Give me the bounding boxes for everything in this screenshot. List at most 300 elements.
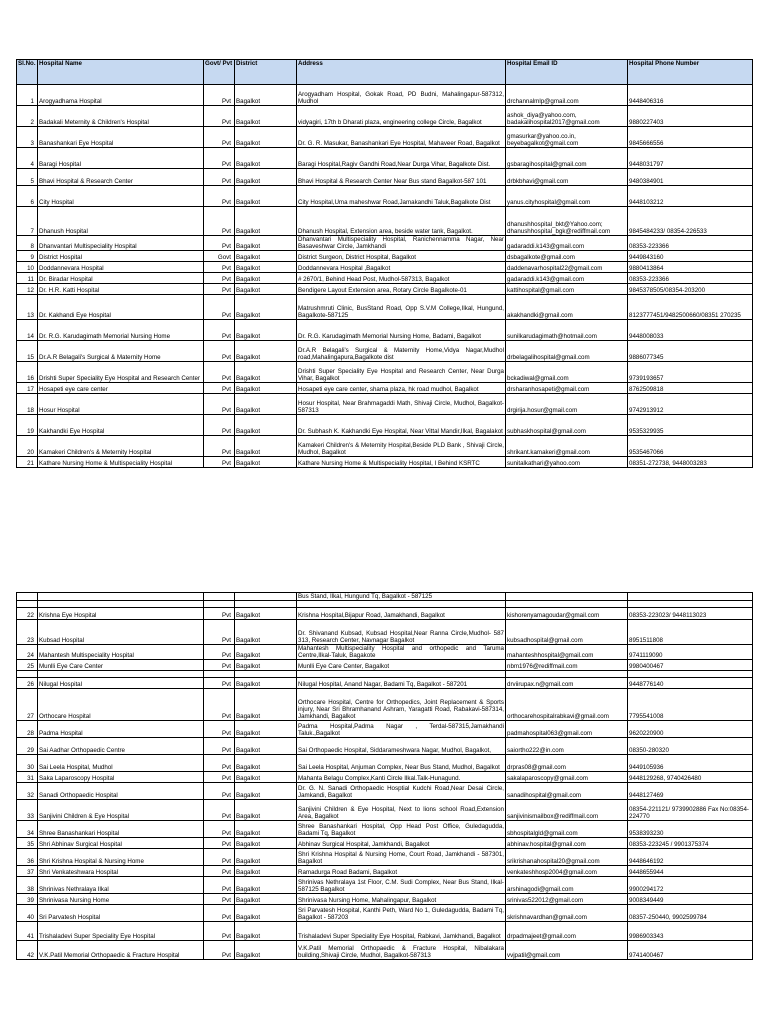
table-row: [17, 905, 753, 922]
cell-phone: 9880413864: [628, 262, 753, 273]
table-page-1: [16, 59, 752, 468]
cell-district: Bagalkot: [235, 394, 297, 415]
cell-email: sunilkarudagimath@hotmail.com: [506, 320, 628, 341]
cell-phone: 9448646192: [628, 849, 753, 866]
cell-hospital-name: Dr. Kakhandi Eye Hospital: [38, 295, 204, 320]
cell-hospital-name: Badakali Meternity & Children's Hospital: [38, 106, 204, 127]
cell-email: sunitalkathari@yahoo.com: [506, 457, 628, 468]
cell-email: mahanteshhospital@gmail.com: [506, 645, 628, 660]
cell-govt-pvt: Pvt: [204, 608, 235, 620]
cell-email: padmahospital063@gmail.com: [506, 721, 628, 738]
header-address: Address: [297, 60, 506, 85]
cell-slno: 42: [17, 941, 38, 960]
cell-govt-pvt: Pvt: [204, 783, 235, 800]
cell-email: vvjpatil@gmail.com: [506, 941, 628, 960]
cell-district: Bagalkot: [235, 186, 297, 207]
header-govt-pvt: Govt/ Pvt: [204, 60, 235, 85]
cell-phone: 9535467066: [628, 436, 753, 457]
table-row: [17, 284, 753, 295]
cell-slno: 6: [17, 186, 38, 207]
table-page-2: [16, 592, 752, 960]
cell-district: Bagalkot: [235, 284, 297, 295]
cell-address: Trishaladevi Super Speciality Eye Hospital, Rabkavi, Jamkhandi, Bagalkot: [297, 922, 506, 941]
cell-district: Bagalkot: [235, 821, 297, 838]
cell-email: venkateshhosp2004@gmail.com: [506, 866, 628, 877]
table-row: [17, 106, 753, 127]
cell-hospital-name: Kamakeri Children's & Meternity Hospital: [38, 436, 204, 457]
cell-district: Bagalkot: [235, 738, 297, 755]
cell-district: Bagalkot: [235, 620, 297, 645]
cell-district: Bagalkot: [235, 85, 297, 106]
cell-email: sanjivinismailbox@rediffmail.com: [506, 800, 628, 821]
cell-slno: 9: [17, 251, 38, 262]
cell-email: skrishnavardhan@gmail.com: [506, 905, 628, 922]
cell-slno: 11: [17, 273, 38, 284]
table-body-1: [17, 85, 753, 468]
cell-phone: 08353-223366: [628, 273, 753, 284]
cell-address: Hosapeti eye care center, shama plaza, hk road mudhol, Bagalkot: [297, 383, 506, 394]
cell-hospital-name: Doddannevara Hospital: [38, 262, 204, 273]
cell-district: Bagalkot: [235, 383, 297, 394]
cell-govt-pvt: Pvt: [204, 436, 235, 457]
cell-hospital-name: Orthocare Hospital: [38, 689, 204, 721]
cell-govt-pvt: Pvt: [204, 877, 235, 894]
cell-hospital-name: Dhanush Hospital: [38, 207, 204, 236]
cell-slno: 30: [17, 755, 38, 772]
cell-district: Bagalkot: [235, 866, 297, 877]
cell-slno: 38: [17, 877, 38, 894]
header-hospital-name: Hospital Name: [38, 60, 204, 85]
cell-govt-pvt: Pvt: [204, 800, 235, 821]
cell-address: Dr.A.R Belagali's Surgical & Maternity Home,Vidya Nagar,Mudhol road,Mahalingapura,Bagalkote dist: [297, 341, 506, 362]
cell-govt-pvt: Pvt: [204, 362, 235, 383]
cell-phone: 9986903343: [628, 922, 753, 941]
cell-email: akakhandki@gmail.com: [506, 295, 628, 320]
cell-slno: 10: [17, 262, 38, 273]
cell-slno: 39: [17, 894, 38, 905]
cell-email: yanus.cityhospital@gmail.com: [506, 186, 628, 207]
cell-email: arshinagodi@gmail.com: [506, 877, 628, 894]
cell-hospital-name: City Hospital: [38, 186, 204, 207]
cell-address: Dr. Shivanand Kubsad, Kubsad Hospital,Near Ranna Circle,Mudhol- 587 313, Research Center, Navnagar Bagalkot: [297, 620, 506, 645]
table-row: [17, 620, 753, 645]
table-row: [17, 251, 753, 262]
cell-hospital-name: Saka Laparoscopy Hospital: [38, 772, 204, 783]
cell-govt-pvt: Pvt: [204, 894, 235, 905]
cell-phone: 08351-272738, 9448003283: [628, 457, 753, 468]
cell-hospital-name: Sanjivini Children & Eye Hospital: [38, 800, 204, 821]
cell-district: Bagalkot: [235, 645, 297, 660]
continued-row: [17, 593, 753, 601]
cell-email: ashok_diya@yahoo.com, badakalihospital2017@gmail.com: [506, 106, 628, 127]
cell-slno: 23: [17, 620, 38, 645]
cell-slno: 26: [17, 678, 38, 689]
cell-address: Shrinivasa Nursing Home, Mahalingapur, Bagalkot: [297, 894, 506, 905]
cell-hospital-name: Sai Aadhar Orthopaedic Centre: [38, 738, 204, 755]
cell-email: drsharanhosapeti@gmail.com: [506, 383, 628, 394]
cell-district: Bagalkot: [235, 169, 297, 186]
cell-email: drpras08@gmail.com: [506, 755, 628, 772]
cell-phone: 9900294172: [628, 877, 753, 894]
table-row: [17, 608, 753, 620]
table-row: [17, 320, 753, 341]
cell-address: Abhinav Surgical Hospital, Jamkhandi, Bagalkot: [297, 838, 506, 849]
cell-hospital-name: Shri Krishna Hospital & Nursing Home: [38, 849, 204, 866]
cell-slno: 13: [17, 295, 38, 320]
cell-address: Dr. G. R. Masukar, Banashankari Eye Hospital, Mahaveer Road, Bagalkot: [297, 127, 506, 148]
cell-address: Dhanush Hospital, Extension area, beside water tank, Bagalkot.: [297, 207, 506, 236]
table-row: [17, 127, 753, 148]
cell-slno: 28: [17, 721, 38, 738]
cell-district: Bagalkot: [235, 838, 297, 849]
cell-phone: 9480384901: [628, 169, 753, 186]
header-phone: Hospital Phone Number: [628, 60, 753, 85]
cell-phone: 9535329935: [628, 415, 753, 436]
cell-hospital-name: Padma Hospital: [38, 721, 204, 738]
cell-address: Krishna Hospital,Bijapur Road, Jamakhandi, Bagalkot: [297, 608, 506, 620]
cell-phone: 9980400467: [628, 660, 753, 671]
cell-address: Kamakeri Children's & Meternity Hospital,Beside PLD Bank , Shivaji Circle, Mudhol, Bagalkot: [297, 436, 506, 457]
table-row: [17, 838, 753, 849]
cell-district: Bagalkot: [235, 877, 297, 894]
cell-phone: 9538393230: [628, 821, 753, 838]
cell-hospital-name: District Hospital: [38, 251, 204, 262]
cell-slno: 1: [17, 85, 38, 106]
cell-hospital-name: Arogyadhama Hospital: [38, 85, 204, 106]
cell-phone: 9886077345: [628, 341, 753, 362]
cell-email: sanadihospital@gmail.com: [506, 783, 628, 800]
cell-govt-pvt: Pvt: [204, 284, 235, 295]
cell-district: Bagalkot: [235, 341, 297, 362]
cell-district: Bagalkot: [235, 800, 297, 821]
cell-phone: 08350-280320: [628, 738, 753, 755]
cell-govt-pvt: Pvt: [204, 127, 235, 148]
cell-district: Bagalkot: [235, 127, 297, 148]
cell-email: drgirija.hosur@gmail.com: [506, 394, 628, 415]
cell-district: Bagalkot: [235, 689, 297, 721]
cell-address: Dr. G. N. Sanadi Orthopaedic Hosptial Kudchi Road,Near Desai Circle, Jamkandi, Bagalkot: [297, 783, 506, 800]
cell-email: kubsadhospital@gmail.com: [506, 620, 628, 645]
cell-district: Bagalkot: [235, 783, 297, 800]
cell-address: Arogyadham Hospital, Gokak Road, PD Budni, Mahalingapur-587312, Mudhol: [297, 85, 506, 106]
table-row: [17, 894, 753, 905]
cell-hospital-name: Shree Banashankari Hospital: [38, 821, 204, 838]
cell-address: District Surgeon, District Hospital, Bagalkot: [297, 251, 506, 262]
cell-address: Munlli Eye Care Center, Bagalkot: [297, 660, 506, 671]
cell-address: Hosur Hospital, Near Brahmagaddi Math, Shivaji Circle, Mudhol, Bagalkot-587313: [297, 394, 506, 415]
header-slno: Sl.No.: [17, 60, 38, 85]
cell-district: Bagalkot: [235, 772, 297, 783]
cell-govt-pvt: Pvt: [204, 457, 235, 468]
table-row: [17, 922, 753, 941]
cell-email: bckadiwal@gmail.com: [506, 362, 628, 383]
cell-address: Dhanvantari Multispeciality Hospital, Ranichennamma Nagar, Near Basaveshwar Circle, Jamkhandi: [298, 236, 504, 250]
cell-email: gsbaragihospital@gmail.com: [506, 148, 628, 169]
continued-address: Bus Stand, Ilkal, Hungund Tq, Bagalkot - 587125: [297, 593, 506, 601]
cell-district: Bagalkot: [235, 849, 297, 866]
spacer-row: [17, 601, 753, 608]
cell-hospital-name: Kakhandki Eye Hospital: [38, 415, 204, 436]
cell-hospital-name: Sanadi Orthopaedic Hospital: [38, 783, 204, 800]
table-row: [17, 383, 753, 394]
cell-email: dsbagalkote@gmail.com: [506, 251, 628, 262]
cell-email: drchannalmlp@gmail.com: [506, 85, 628, 106]
cell-hospital-name: Dr. Biradar Hospital: [38, 273, 204, 284]
table-row: [17, 148, 753, 169]
cell-govt-pvt: Pvt: [204, 85, 235, 106]
table-body-2: [17, 593, 753, 960]
cell-govt-pvt: Pvt: [204, 660, 235, 671]
cell-slno: 18: [17, 394, 38, 415]
cell-hospital-name: Nilugal Hospital: [38, 678, 204, 689]
table-row: [17, 877, 753, 894]
cell-phone: 9620220900: [628, 721, 753, 738]
cell-slno: 34: [17, 821, 38, 838]
cell-address: vidyagiri, 17th b Dharati plaza, engineering college Circle, Bagalkot: [297, 106, 506, 127]
cell-hospital-name: Hosapeti eye care center: [38, 383, 204, 394]
cell-hospital-name: Kubsad Hospital: [38, 620, 204, 645]
table-row: [17, 273, 753, 284]
cell-phone: 9448129268, 9740426480: [628, 772, 753, 783]
cell-hospital-name: Kathare Nursing Home & Multispeciality Hospital: [38, 457, 204, 468]
cell-slno: 35: [17, 838, 38, 849]
cell-hospital-name: Mahantesh Multispeciality Hospital: [38, 645, 204, 660]
cell-email: drpadmajeet@gmail.com: [506, 922, 628, 941]
cell-address: Baragi Hospital,Ragiv Gandhi Road,Near Durga Vihar, Bagalkote Dist.: [297, 148, 506, 169]
table-row: [17, 236, 753, 251]
cell-slno: 41: [17, 922, 38, 941]
cell-address: Sanjivini Children & Eye Hospital, Next to lions school Road,Extension Area, Bagalkot: [297, 800, 506, 821]
cell-address: # 2670/1, Behind Head Post, Mudhol-587313, Bagalkot: [297, 273, 506, 284]
cell-phone: 9449843160: [628, 251, 753, 262]
cell-email: nbm1976@rediffmail.com: [506, 660, 628, 671]
cell-slno: 2: [17, 106, 38, 127]
cell-address: Orthocare Hospital, Centre for Orthopedics, Joint Replacement & Sports injury, Near Sri Bhramhanand Ashram, Yaragatti Road, Rabakavi-587314, Jamkhandi, Bagalkot: [297, 689, 506, 721]
cell-slno: 32: [17, 783, 38, 800]
cell-district: Bagalkot: [235, 251, 297, 262]
table-row: [17, 866, 753, 877]
cell-govt-pvt: Pvt: [204, 320, 235, 341]
cell-govt-pvt: Pvt: [204, 207, 235, 236]
cell-address: Shree Banashankari Hospital, Opp Head Post Office, Guledagudda, Badami Tq, Bagalkot: [297, 821, 506, 838]
cell-district: Bagalkot: [235, 273, 297, 284]
cell-address: Matrushmruti Clinic, BusStand Road, Opp S.V.M College,Ilkal, Hungund, Bagalkote-587125: [297, 295, 506, 320]
cell-address: Padma Hospital,Padma Nagar , Terdal-587315,Jamakhandi Taluk.,Bagalkot: [297, 721, 506, 738]
cell-govt-pvt: Pvt: [204, 821, 235, 838]
cell-address: Mahanta Belagu Complex,Kanti Circle Ilkal.Talk-Hunagund.: [297, 772, 506, 783]
table-row: [17, 186, 753, 207]
cell-govt-pvt: Pvt: [204, 148, 235, 169]
cell-district: Bagalkot: [235, 362, 297, 383]
table-row: [17, 207, 753, 236]
cell-email: daddenavarhospital22@gmail.com: [506, 262, 628, 273]
cell-email: saiortho222@in.com: [506, 738, 628, 755]
cell-district: Bagalkot: [235, 436, 297, 457]
spacer-row: [17, 671, 753, 678]
cell-district: Bagalkot: [235, 320, 297, 341]
cell-district: Bagalkot: [235, 721, 297, 738]
cell-govt-pvt: Govt: [204, 251, 235, 262]
cell-govt-pvt: Pvt: [204, 295, 235, 320]
table-row: [17, 341, 753, 362]
cell-district: Bagalkot: [235, 922, 297, 941]
cell-phone: 9448008033: [628, 320, 753, 341]
cell-email: gadaraddi.k143@gmail.com: [506, 273, 628, 284]
cell-email: srinivas522012@gmail.com: [506, 894, 628, 905]
cell-phone: 08353-223245 / 9901375374: [628, 838, 753, 849]
cell-phone: 9845484233/ 08354-226533: [628, 207, 753, 236]
cell-slno: 25: [17, 660, 38, 671]
cell-slno: 22: [17, 608, 38, 620]
table-row: [17, 394, 753, 415]
cell-phone: 9448031797: [628, 148, 753, 169]
cell-phone: 9448103212: [628, 186, 753, 207]
cell-slno: 7: [17, 207, 38, 236]
cell-govt-pvt: Pvt: [204, 738, 235, 755]
cell-district: Bagalkot: [235, 148, 297, 169]
cell-slno: 31: [17, 772, 38, 783]
table-row: [17, 457, 753, 468]
cell-slno: 29: [17, 738, 38, 755]
cell-hospital-name: Dhanvantari Multispeciality Hospital: [38, 236, 204, 251]
cell-email: sbhospitalgld@gmail.com: [506, 821, 628, 838]
cell-address: City Hospital,Uma maheshwar Road,Jamakandhi Taluk,Bagalkote Dist: [297, 186, 506, 207]
cell-email: gmasurkar@yahoo.co.in, beyebagalkot@gmail.com: [506, 127, 628, 148]
cell-address: V.K.Patil Memorial Orthopaedic & Fracture Hospital, Nibalakara building,Shivaji Circle, Mudhol, Bagalkot-587313: [297, 941, 506, 960]
cell-phone: 8951511808: [628, 620, 753, 645]
cell-hospital-name: Dr.A.R Belagali's Surgical & Maternity Home: [38, 341, 204, 362]
cell-district: Bagalkot: [235, 457, 297, 468]
cell-phone: 9448406316: [628, 85, 753, 106]
cell-phone: 9739193657: [628, 362, 753, 383]
table-row: [17, 783, 753, 800]
cell-govt-pvt: Pvt: [204, 341, 235, 362]
cell-email: orthocarehospitalrabkavi@gmail.com: [506, 689, 628, 721]
cell-hospital-name: Munlli Eye Care Center: [38, 660, 204, 671]
cell-phone: 9448127469: [628, 783, 753, 800]
table-row: [17, 755, 753, 772]
cell-slno: 27: [17, 689, 38, 721]
cell-govt-pvt: Pvt: [204, 849, 235, 866]
header-email: Hospital Email ID: [506, 60, 628, 85]
cell-district: Bagalkot: [235, 941, 297, 960]
cell-email: dhanushhospital_bkt@Yahoo.com; dhanushhospital_bgk@rediffmail.com: [506, 207, 628, 236]
cell-phone: 08354-221121/ 9739902886 Fax No:08354-224770: [628, 800, 753, 821]
table-row: [17, 678, 753, 689]
cell-email: sakalaparoscopy@gmail.com: [506, 772, 628, 783]
cell-hospital-name: Shri Abhinav Surgical Hospital: [38, 838, 204, 849]
cell-email: drviirupax.n@gmail.com: [506, 678, 628, 689]
cell-district: Bagalkot: [235, 678, 297, 689]
cell-address: Sai Orthopaedic Hospital, Siddarameshwara Nagar, Mudhol, Bagalkot,: [297, 738, 506, 755]
cell-phone: 9742913912: [628, 394, 753, 415]
cell-govt-pvt: Pvt: [204, 415, 235, 436]
cell-phone: 08353-223366: [628, 236, 753, 251]
cell-slno: 37: [17, 866, 38, 877]
cell-slno: 40: [17, 905, 38, 922]
cell-govt-pvt: Pvt: [204, 236, 235, 251]
cell-hospital-name: Dr. H.R. Katti Hospital: [38, 284, 204, 295]
cell-district: Bagalkot: [235, 905, 297, 922]
cell-govt-pvt: Pvt: [204, 772, 235, 783]
cell-address: Bendigere Layout Extension area, Rotary Circle Bagalkote-01: [297, 284, 506, 295]
table-row: [17, 738, 753, 755]
cell-email: kattihospital@gmail.com: [506, 284, 628, 295]
cell-govt-pvt: Pvt: [204, 689, 235, 721]
cell-address: Bhavi Hospital & Research Center Near Bus stand Bagalkot-587 101: [297, 169, 506, 186]
table-row: [17, 849, 753, 866]
hospital-table-1: [16, 59, 753, 468]
cell-slno: 20: [17, 436, 38, 457]
cell-email: shrikant.kamakeri@gmail.com: [506, 436, 628, 457]
cell-district: Bagalkot: [235, 415, 297, 436]
cell-hospital-name: Bhavi Hospital & Research Center: [38, 169, 204, 186]
cell-phone: 9845666556: [628, 127, 753, 148]
cell-slno: 5: [17, 169, 38, 186]
table-row: [17, 295, 753, 320]
table-row: [17, 415, 753, 436]
cell-phone: 9880227403: [628, 106, 753, 127]
cell-slno: 14: [17, 320, 38, 341]
cell-address: Ramadurga Road Badami, Bagalkot: [297, 866, 506, 877]
table-row: [17, 169, 753, 186]
table-row: [17, 721, 753, 738]
table-row: [17, 436, 753, 457]
cell-district: Bagalkot: [235, 262, 297, 273]
cell-slno: 16: [17, 362, 38, 383]
cell-district: Bagalkot: [235, 236, 297, 251]
table-row: [17, 262, 753, 273]
cell-slno: 19: [17, 415, 38, 436]
cell-email: drbelagalihospital@gmail.com: [506, 341, 628, 362]
cell-govt-pvt: Pvt: [204, 394, 235, 415]
cell-phone: 08353-223023/ 9448113023: [628, 608, 753, 620]
cell-district: Bagalkot: [235, 755, 297, 772]
cell-slno: 12: [17, 284, 38, 295]
table-row: [17, 941, 753, 960]
cell-govt-pvt: Pvt: [204, 941, 235, 960]
cell-slno: 33: [17, 800, 38, 821]
table-row: [17, 772, 753, 783]
cell-district: Bagalkot: [235, 106, 297, 127]
cell-govt-pvt: Pvt: [204, 721, 235, 738]
cell-phone: 9845378505/08354-203200: [628, 284, 753, 295]
cell-slno: 4: [17, 148, 38, 169]
cell-slno: 36: [17, 849, 38, 866]
cell-govt-pvt: Pvt: [204, 922, 235, 941]
cell-slno: 3: [17, 127, 38, 148]
table-row: [17, 800, 753, 821]
cell-address: Drishti Super Speciality Eye Hospital and Research Center, Near Durga Vihar, Bagalkot: [297, 362, 506, 383]
cell-address: Dr. R.G. Karudagimath Memorial Nursing Home, Badami, Bagalkot: [297, 320, 506, 341]
cell-district: Bagalkot: [235, 207, 297, 236]
table-row: [17, 821, 753, 838]
cell-hospital-name: Shrinivas Nethralaya Ilkal: [38, 877, 204, 894]
cell-email: drbkbhavi@gmail.com: [506, 169, 628, 186]
cell-phone: 9448655944: [628, 866, 753, 877]
cell-address: Nilugal Hospital, Anand Nagar, Badami Tq, Bagalkot - 587201: [297, 678, 506, 689]
cell-slno: 24: [17, 645, 38, 660]
cell-slno: 8: [17, 236, 38, 251]
cell-address: Mahantesh Multispeciality Hospital and orthopedic and Taruma Centre,Ilkal-Taluk, Bagakote: [298, 645, 504, 659]
cell-govt-pvt: Pvt: [204, 186, 235, 207]
cell-phone: 8762509818: [628, 383, 753, 394]
cell-hospital-name: Shrinivasa Nursing Home: [38, 894, 204, 905]
cell-email: subhaskhospital@gmail.com: [506, 415, 628, 436]
cell-govt-pvt: Pvt: [204, 645, 235, 660]
cell-district: Bagalkot: [235, 660, 297, 671]
cell-govt-pvt: Pvt: [204, 383, 235, 394]
